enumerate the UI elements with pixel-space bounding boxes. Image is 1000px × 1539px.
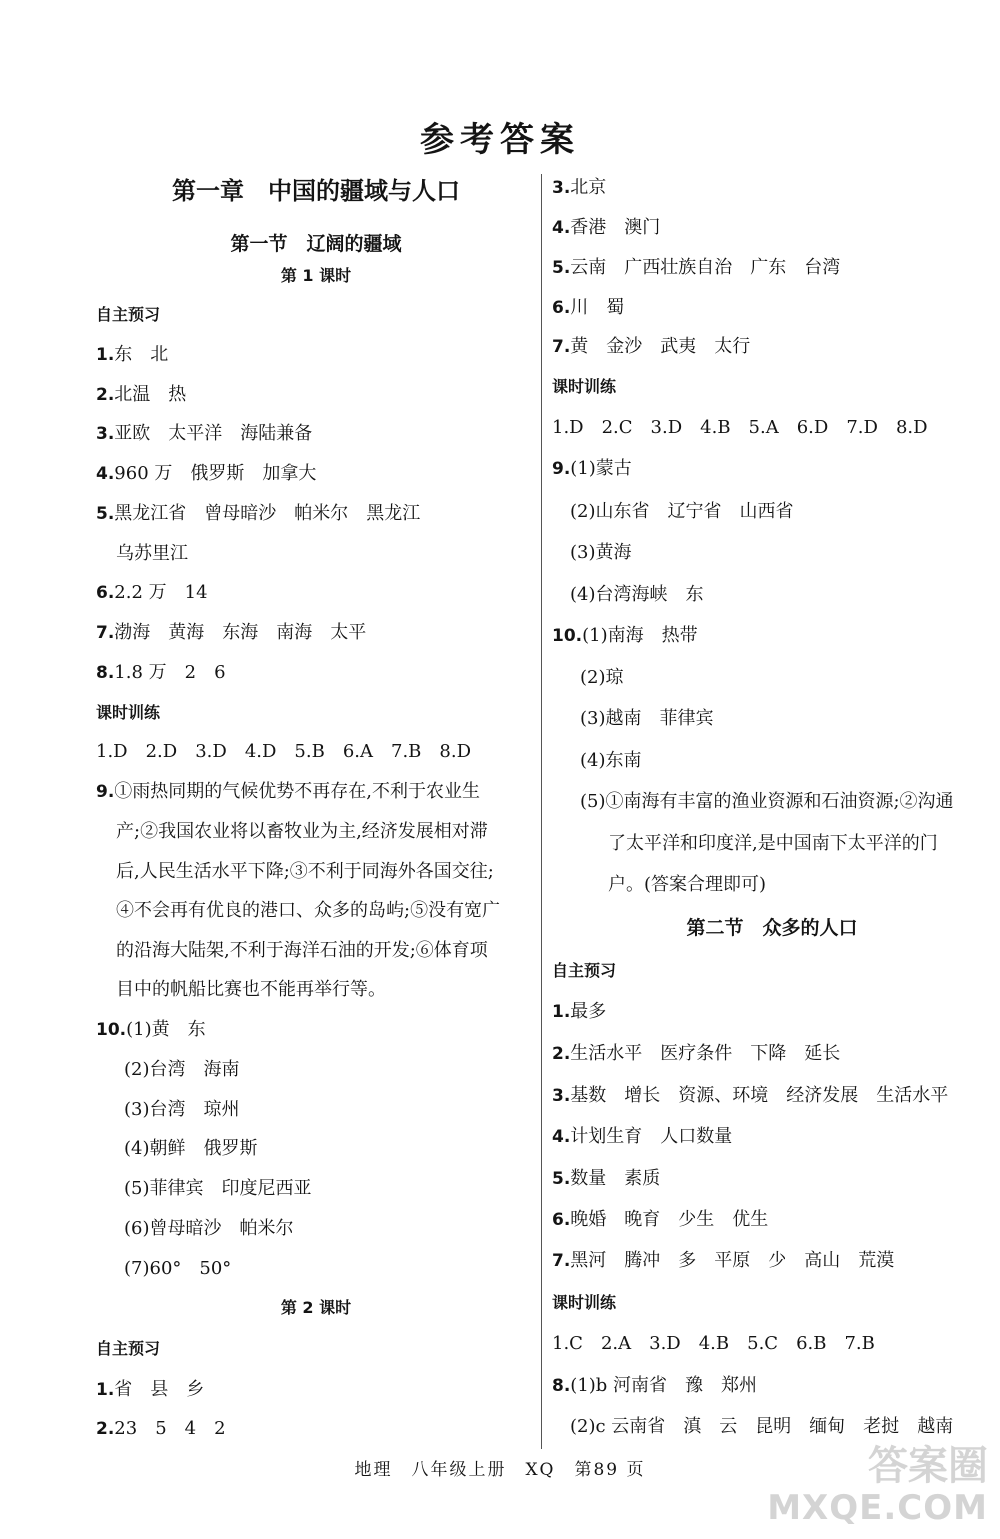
answer-line xyxy=(124,1217,294,1241)
answer-line xyxy=(580,790,954,814)
question-number: 1. xyxy=(552,1002,571,1022)
section-title: 第一节 辽阔的疆域 xyxy=(230,233,402,255)
answer-text: (1)南海 热带 xyxy=(582,625,698,646)
question-number: 5. xyxy=(552,1169,571,1189)
answer-line xyxy=(124,1137,258,1161)
answer-text: (2)c 云南省 滇 云 昆明 缅甸 老挝 越南 xyxy=(570,1416,954,1437)
subsection-heading: 自主预习 xyxy=(96,305,161,324)
answer-line xyxy=(552,1374,757,1398)
question-number: 7. xyxy=(96,623,115,643)
question-number: 2. xyxy=(552,1044,571,1064)
answer-line xyxy=(552,1125,732,1149)
answer-line xyxy=(96,422,312,446)
answer-text: 目中的帆船比赛也不能再举行等。 xyxy=(116,979,386,1000)
answer-line xyxy=(96,740,471,764)
answer-line xyxy=(96,1378,204,1402)
answer-line xyxy=(124,1177,312,1201)
answer-line xyxy=(552,1042,840,1066)
question-number: 9. xyxy=(96,782,115,802)
answer-line xyxy=(552,296,624,320)
answer-line xyxy=(116,978,386,1002)
answer-text: (2)琼 xyxy=(580,667,624,688)
answer-text: (5)①南海有丰富的渔业资源和石油资源;②沟通 xyxy=(580,791,954,812)
answer-line xyxy=(552,216,660,240)
answer-line xyxy=(124,1058,240,1082)
answer-text: 北京 xyxy=(570,177,607,198)
answer-line xyxy=(570,541,632,565)
answer-line xyxy=(552,1208,768,1232)
answer-line xyxy=(116,860,494,884)
answer-text: (4)朝鲜 俄罗斯 xyxy=(124,1138,258,1159)
question-number: 4. xyxy=(96,464,115,484)
lesson-title: 第 2 课时 xyxy=(280,1298,352,1317)
answer-line xyxy=(96,661,226,685)
answer-text: 960 万 俄罗斯 加拿大 xyxy=(114,463,317,484)
question-number: 1. xyxy=(96,1380,115,1400)
question-number: 9. xyxy=(552,459,571,479)
answer-text: 基数 增长 资源、环境 经济发展 生活水平 xyxy=(570,1085,949,1106)
watermark-logo: 答案圈 MXQE.COM xyxy=(767,1443,988,1528)
question-number: 7. xyxy=(552,337,571,357)
answer-text: (3)越南 菲律宾 xyxy=(580,708,714,729)
answer-line xyxy=(580,749,642,773)
answer-text: 黑河 腾冲 多 平原 少 高山 荒漠 xyxy=(570,1250,895,1271)
question-number: 10. xyxy=(552,626,583,646)
answer-line xyxy=(552,457,632,481)
subsection-heading: 自主预习 xyxy=(552,961,617,980)
answer-text: 东 北 xyxy=(114,344,169,365)
answer-line xyxy=(552,176,606,200)
answer-text: 后,人民生活水平下降;③不利于同海外各国交往; xyxy=(116,861,494,882)
answer-text: 香港 澳门 xyxy=(570,217,661,238)
answer-text: (3)黄海 xyxy=(570,542,632,563)
question-number: 4. xyxy=(552,218,571,238)
question-number: 3. xyxy=(552,1086,571,1106)
answer-line xyxy=(96,383,186,407)
answer-line xyxy=(96,1417,226,1441)
answer-text: 了太平洋和印度洋,是中国南下太平洋的门 xyxy=(608,833,938,854)
column-divider xyxy=(541,174,542,1449)
answer-text: (1)黄 东 xyxy=(126,1019,206,1040)
answer-text: 生活水平 医疗条件 下降 延长 xyxy=(570,1043,841,1064)
answer-line xyxy=(608,873,766,897)
answer-text: 黑龙江省 曾母暗沙 帕米尔 黑龙江 xyxy=(114,503,421,524)
answer-line xyxy=(580,666,624,690)
answer-line xyxy=(96,581,208,605)
answer-text: (6)曾母暗沙 帕米尔 xyxy=(124,1218,294,1239)
answer-line xyxy=(580,707,714,731)
answer-line xyxy=(552,256,840,280)
answer-text: 1.D 2.D 3.D 4.D 5.B 6.A 7.B 8.D xyxy=(96,741,472,762)
chapter-title: 第一章 中国的疆域与人口 xyxy=(172,177,460,205)
question-number: 4. xyxy=(552,1127,571,1147)
question-number: 10. xyxy=(96,1020,127,1040)
answer-line xyxy=(552,1000,606,1024)
answer-text: (1)b 河南省 豫 郑州 xyxy=(570,1375,758,1396)
question-number: 6. xyxy=(552,1210,571,1230)
answer-line xyxy=(570,500,794,524)
question-number: 6. xyxy=(96,583,115,603)
section-title: 第二节 众多的人口 xyxy=(686,917,858,939)
answer-text: 1.C 2.A 3.D 4.B 5.C 6.B 7.B xyxy=(552,1333,875,1354)
answer-text: 渤海 黄海 东海 南海 太平 xyxy=(114,622,367,643)
answer-line xyxy=(96,462,316,486)
answer-line xyxy=(124,1098,240,1122)
answer-text: (3)台湾 琼州 xyxy=(124,1099,240,1120)
answer-text: 云南 广西壮族自治 广东 台湾 xyxy=(570,257,841,278)
question-number: 8. xyxy=(96,663,115,683)
question-number: 3. xyxy=(552,178,571,198)
answer-text: 晚婚 晚育 少生 优生 xyxy=(570,1209,769,1230)
answer-line xyxy=(552,624,698,648)
answer-text: (5)菲律宾 印度尼西亚 xyxy=(124,1178,312,1199)
subsection-heading: 课时训练 xyxy=(552,1293,617,1312)
subsection-heading: 课时训练 xyxy=(96,703,161,722)
answer-line xyxy=(116,939,488,963)
answer-text: (4)台湾海峡 东 xyxy=(570,584,704,605)
answer-text: 2.2 万 14 xyxy=(114,582,208,603)
answer-line xyxy=(116,542,188,566)
answer-text: 产;②我国农业将以畜牧业为主,经济发展相对滞 xyxy=(116,821,488,842)
answer-text: 黄 金沙 武夷 太行 xyxy=(570,336,751,357)
answer-line xyxy=(552,1332,875,1356)
answer-text: 1.D 2.C 3.D 4.B 5.A 6.D 7.D 8.D xyxy=(552,417,928,438)
page-title: 参考答案 xyxy=(420,120,580,160)
answer-line xyxy=(124,1257,231,1281)
answer-line xyxy=(570,583,704,607)
answer-line xyxy=(570,1415,953,1439)
answer-text: (7)60° 50° xyxy=(124,1258,232,1279)
answer-text: 数量 素质 xyxy=(570,1168,661,1189)
answer-text: 1.8 万 2 6 xyxy=(114,662,226,683)
answer-text: 省 县 乡 xyxy=(114,1379,205,1400)
question-number: 1. xyxy=(96,345,115,365)
answer-line xyxy=(552,1084,948,1108)
answer-line xyxy=(552,335,750,359)
question-number: 7. xyxy=(552,1251,571,1271)
answer-line xyxy=(96,1018,206,1042)
answer-text: (4)东南 xyxy=(580,750,642,771)
question-number: 3. xyxy=(96,424,115,444)
answer-text: 户。(答案合理即可) xyxy=(608,874,767,895)
answer-text: 北温 热 xyxy=(114,384,187,405)
answer-text: ④不会再有优良的港口、众多的岛屿;⑤没有宽广 xyxy=(116,900,501,921)
answer-line xyxy=(552,1249,894,1273)
question-number: 6. xyxy=(552,298,571,318)
answer-line xyxy=(96,343,168,367)
question-number: 5. xyxy=(96,504,115,524)
answer-line xyxy=(96,621,366,645)
question-number: 2. xyxy=(96,385,115,405)
subsection-heading: 课时训练 xyxy=(552,377,617,396)
answer-line xyxy=(96,502,420,526)
answer-text: ①雨热同期的气候优势不再存在,不利于农业生 xyxy=(114,781,481,802)
answer-line xyxy=(552,1167,660,1191)
answer-text: 计划生育 人口数量 xyxy=(570,1126,733,1147)
answer-line xyxy=(552,416,928,440)
answer-text: (1)蒙古 xyxy=(570,458,632,479)
answer-text: 亚欧 太平洋 海陆兼备 xyxy=(114,423,313,444)
answer-text: (2)台湾 海南 xyxy=(124,1059,240,1080)
answer-text: 川 蜀 xyxy=(570,297,625,318)
question-number: 8. xyxy=(552,1376,571,1396)
answer-line xyxy=(116,820,488,844)
answer-text: (2)山东省 辽宁省 山西省 xyxy=(570,501,794,522)
question-number: 2. xyxy=(96,1419,115,1439)
answer-text: 的沿海大陆架,不利于海洋石油的开发;⑥体育项 xyxy=(116,940,488,961)
answer-line xyxy=(116,899,500,923)
answer-text: 23 5 4 2 xyxy=(114,1418,226,1439)
page-footer: 地理 八年级上册 XQ 第89 页 xyxy=(354,1460,646,1480)
lesson-title: 第 1 课时 xyxy=(280,266,352,285)
subsection-heading: 自主预习 xyxy=(96,1339,161,1358)
answer-line xyxy=(608,832,938,856)
question-number: 5. xyxy=(552,258,571,278)
answer-text: 最多 xyxy=(570,1001,607,1022)
answer-text: 乌苏里江 xyxy=(116,543,188,564)
answer-line xyxy=(96,780,480,804)
